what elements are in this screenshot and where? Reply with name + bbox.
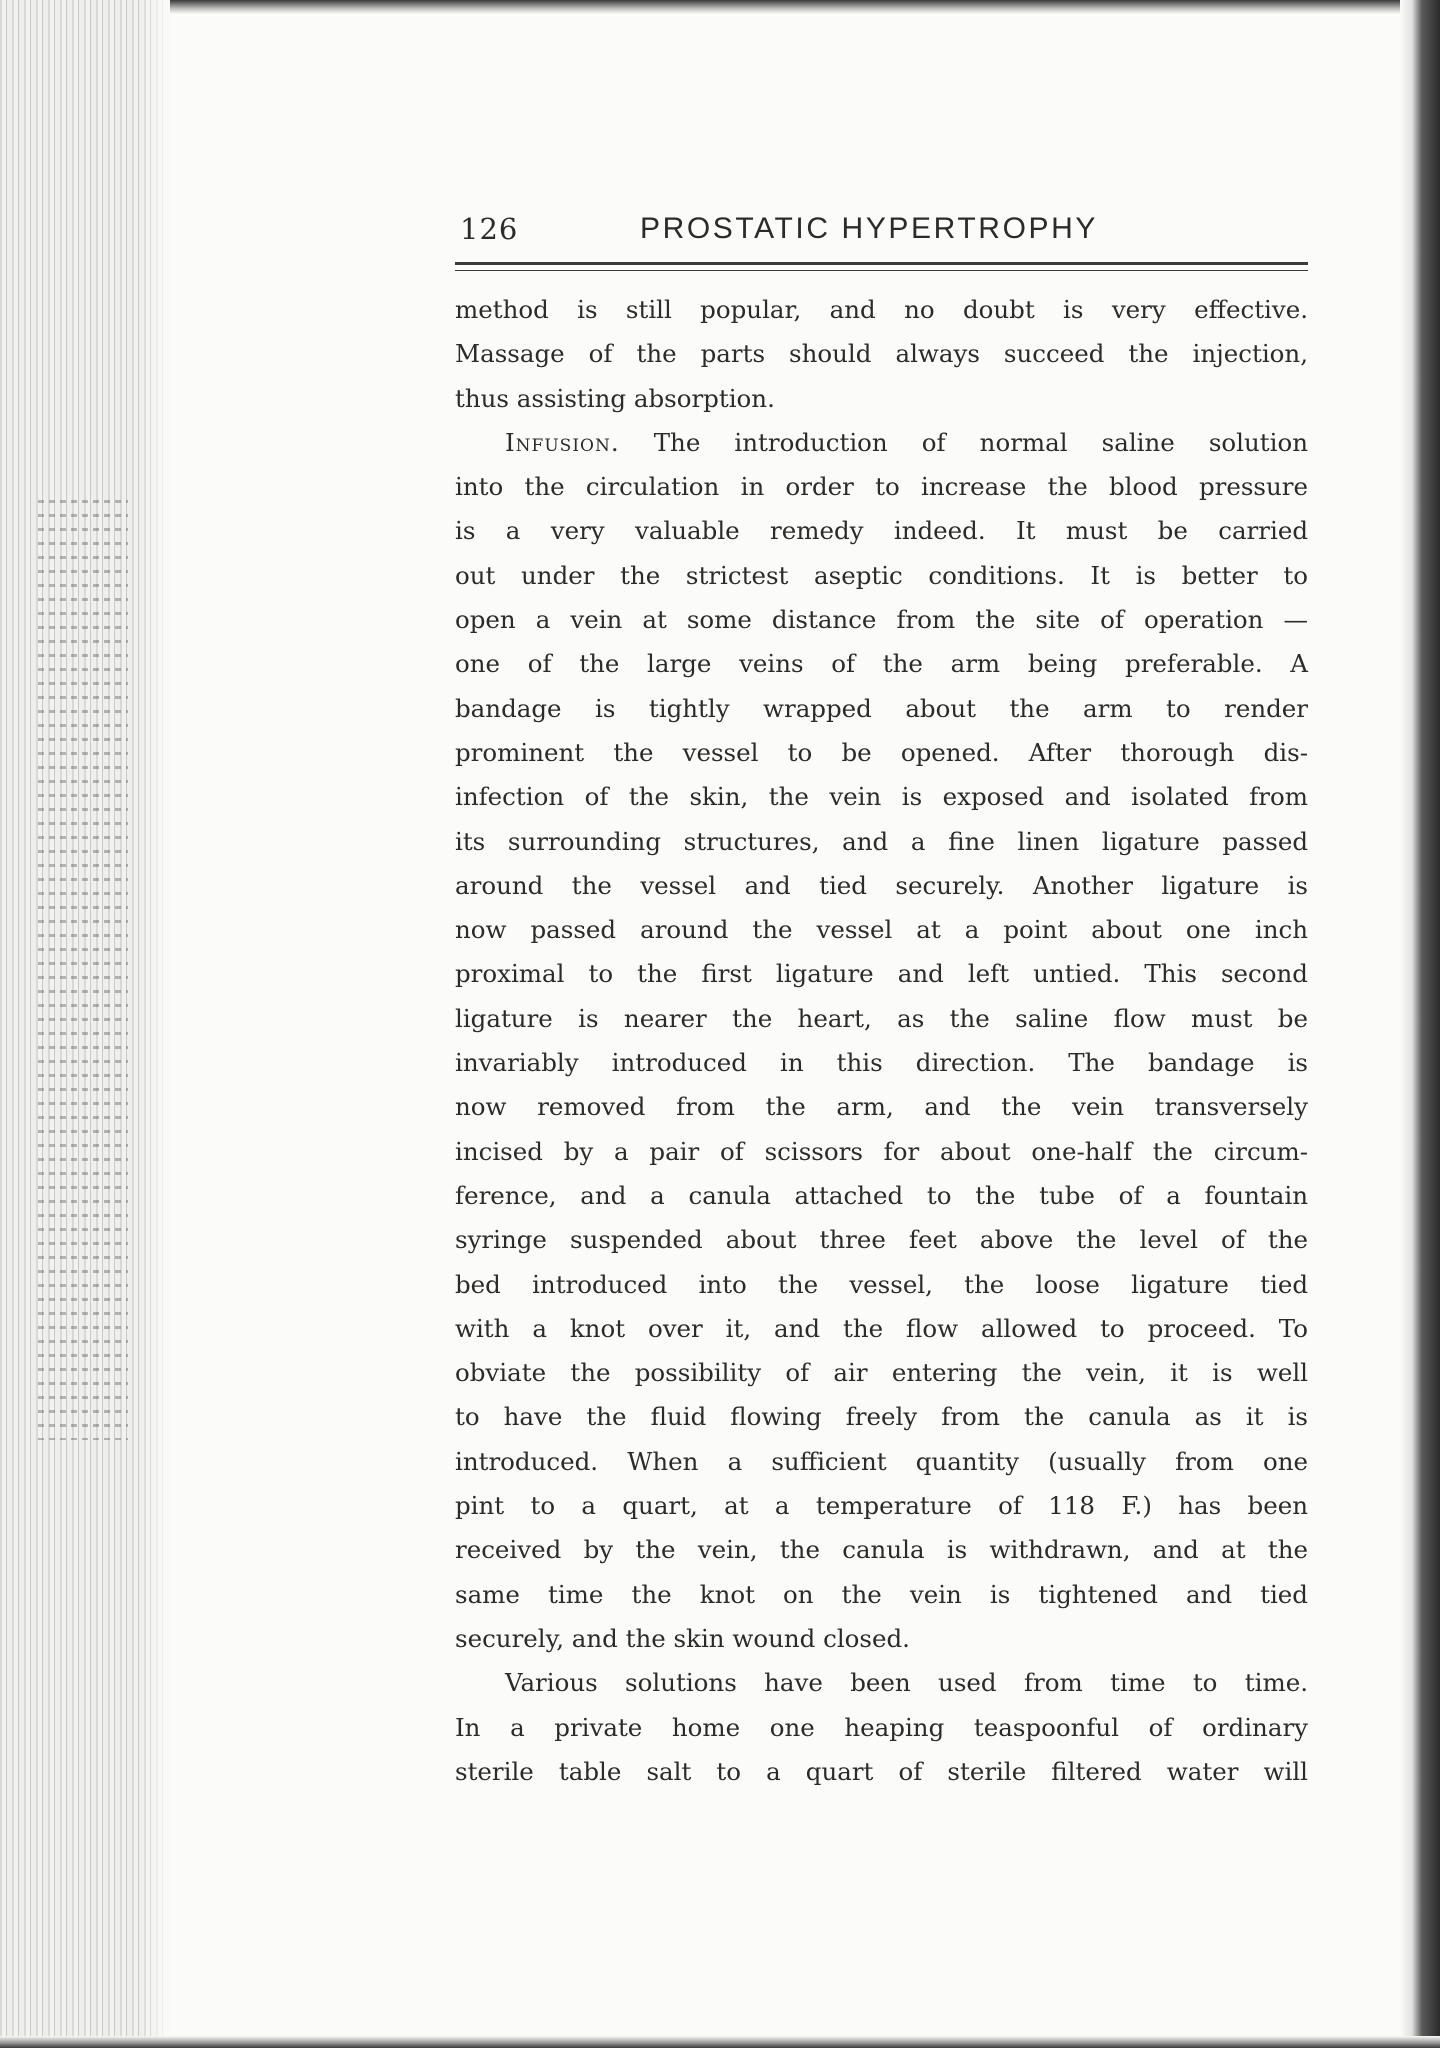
text-line: its surrounding structures, and a fine linen ligature passed — [455, 826, 1308, 856]
text-line: proximal to the first ligature and left untied. This second — [455, 959, 1308, 989]
text-line: ligature is nearer the heart, as the saline flow must be — [455, 1003, 1308, 1033]
text-run: The introduction of normal saline solution — [619, 427, 1308, 457]
text-line: to have the fluid flowing freely from the canula as it is — [455, 1402, 1308, 1432]
text-line: sterile table salt to a quart of sterile filtered water will — [455, 1756, 1308, 1786]
text-line: Various solutions have been used from time to time. — [505, 1668, 1308, 1698]
running-head — [455, 212, 1308, 256]
text-line: thus assisting absorption. — [455, 383, 775, 413]
text-line: received by the vein, the canula is withdrawn, and at the — [455, 1535, 1308, 1565]
text-line: into the circulation in order to increase the blood pressure — [455, 472, 1308, 502]
text-line: introduced. When a sufficient quantity (usually from one — [455, 1446, 1308, 1476]
page — [455, 0, 1308, 2048]
page-stack-marks — [38, 500, 128, 1440]
header-rule — [455, 262, 1308, 271]
text-line: one of the large veins of the arm being preferable. A — [455, 649, 1308, 679]
text-line: open a vein at some distance from the site of operation — — [455, 605, 1308, 635]
text-line: pint to a quart, at a temperature of 118 F.) has been — [455, 1491, 1308, 1521]
page-stack-edge — [0, 0, 170, 2048]
text-line: In a private home one heaping teaspoonful of ordinary — [455, 1712, 1308, 1742]
text-line: is a very valuable remedy indeed. It must be carried — [455, 516, 1308, 546]
text-line: now passed around the vessel at a point about one inch — [455, 915, 1308, 945]
text-line: bed introduced into the vessel, the loose ligature tied — [455, 1269, 1308, 1299]
text-line: with a knot over it, and the flow allowed to proceed. To — [455, 1313, 1308, 1343]
scan-right-edge — [1400, 0, 1440, 2048]
text-line: now removed from the arm, and the vein transversely — [455, 1092, 1308, 1122]
text-line: obviate the possibility of air entering the vein, it is well — [455, 1358, 1308, 1388]
section-run-in-heading: Infusion. — [505, 427, 620, 457]
body-text — [455, 288, 1308, 1794]
text-line: ference, and a canula attached to the tube of a fountain — [455, 1180, 1308, 1210]
text-line: bandage is tightly wrapped about the arm to render — [455, 693, 1308, 723]
text-line: Massage of the parts should always succeed the injection, — [455, 339, 1308, 369]
running-head-title: PROSTATIC HYPERTROPHY — [640, 212, 1098, 245]
text-line: infection of the skin, the vein is exposed and isolated from — [455, 782, 1308, 812]
text-line: securely, and the skin wound closed. — [455, 1623, 910, 1653]
text-line: out under the strictest aseptic conditions. It is better to — [455, 560, 1308, 590]
text-line: method is still popular, and no doubt is very effective. — [455, 295, 1308, 324]
text-line: prominent the vessel to be opened. After thorough dis- — [455, 737, 1308, 767]
text-line: incised by a pair of scissors for about one-half the circum- — [455, 1136, 1308, 1166]
text-line: around the vessel and tied securely. Another ligature is — [455, 870, 1308, 900]
text-line — [455, 421, 1308, 465]
text-line: same time the knot on the vein is tightened and tied — [455, 1579, 1308, 1609]
text-line: syringe suspended about three feet above the level of the — [455, 1225, 1308, 1255]
page-number: 126 — [460, 212, 519, 246]
text-line: invariably introduced in this direction. The bandage is — [455, 1048, 1308, 1078]
